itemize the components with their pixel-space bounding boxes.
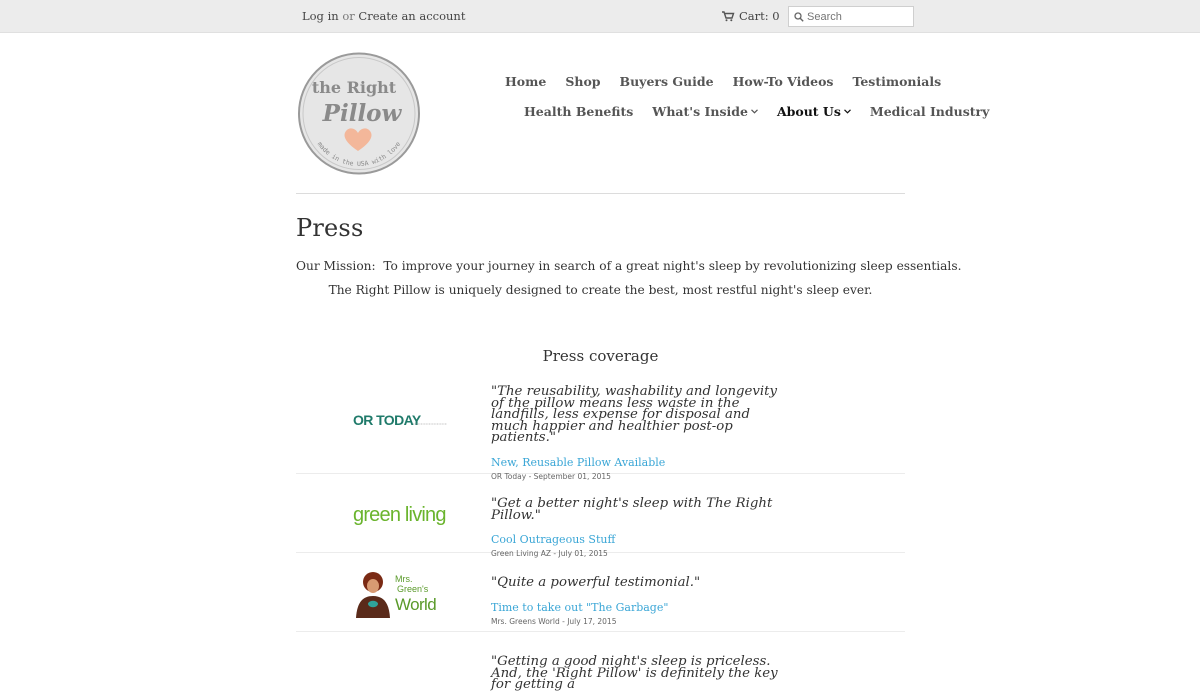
ortoday-logo — [326, 405, 476, 435]
press-article-link[interactable]: Cool Outrageous Stuff — [491, 533, 616, 546]
press-quote: "Quite a powerful testimonial." — [491, 575, 701, 590]
brand-tagline: The Right Pillow is uniquely designed to create the best, most restful night's sleep ever. — [328, 283, 873, 297]
svg-text:green living: green living — [353, 504, 446, 526]
press-meta: Green Living AZ - July 01, 2015 — [491, 549, 608, 558]
press-quote: "Getting a good night's sleep is priceless. And, the 'Right Pillow' is definitely the key for getting a — [491, 654, 778, 692]
page-title: Press — [296, 214, 364, 242]
site-logo[interactable] — [296, 51, 422, 176]
svg-text:made in the USA with love: made in the USA with love — [315, 140, 403, 168]
svg-text:Mrs.: Mrs. — [395, 574, 413, 584]
chevron-down-icon — [844, 109, 851, 114]
svg-text:the Right: the Right — [311, 78, 397, 97]
press-item — [296, 471, 905, 558]
nav-buyers-guide[interactable]: Buyers Guide — [619, 74, 714, 89]
cart-label: Cart: 0 — [739, 9, 780, 23]
svg-text:OR TODAY: OR TODAY — [353, 412, 421, 428]
svg-text:World: World — [395, 595, 437, 614]
mrs-greens-world-logo — [326, 568, 476, 620]
press-item — [296, 632, 905, 692]
press-meta: OR Today - September 01, 2015 — [491, 471, 611, 481]
press-quote: "The reusability, washability and longevity of the pillow means less waste in the landfills, less expense for disposal and much happier and healthier post-op patients." — [491, 384, 778, 445]
main-nav-row-1 — [505, 74, 941, 89]
press-content — [491, 386, 791, 481]
press-article-link[interactable]: New, Reusable Pillow Available — [491, 455, 666, 469]
mission-statement: Our Mission: To improve your journey in search of a great night's sleep by revolutionizing sleep essentials. — [296, 259, 962, 273]
nav-health-benefits[interactable]: Health Benefits — [524, 104, 634, 119]
header-divider — [296, 193, 905, 194]
create-account-link[interactable]: Create an account — [358, 9, 466, 23]
green-living-logo — [326, 498, 476, 528]
nav-testimonials[interactable]: Testimonials — [852, 74, 942, 89]
top-bar — [0, 0, 1200, 33]
nav-about-us[interactable] — [777, 104, 851, 119]
svg-text:Pillow: Pillow — [322, 100, 402, 127]
search-box[interactable] — [788, 6, 914, 27]
search-input[interactable] — [807, 11, 907, 23]
account-links — [302, 9, 465, 23]
main-nav-row-2 — [524, 104, 989, 119]
press-content — [491, 498, 791, 558]
nav-medical-industry[interactable]: Medical Industry — [869, 104, 990, 119]
or-text: or — [342, 9, 355, 23]
svg-text:Green's: Green's — [397, 584, 429, 594]
press-content — [491, 656, 791, 691]
nav-whats-inside[interactable] — [652, 104, 758, 119]
press-content — [491, 577, 791, 626]
nav-how-to-videos[interactable]: How-To Videos — [732, 74, 834, 89]
chevron-down-icon — [751, 109, 758, 114]
nav-about-us-label: About Us — [776, 104, 841, 119]
cart-link[interactable] — [722, 9, 780, 23]
nav-whats-inside-label: What's Inside — [652, 104, 748, 119]
search-icon — [794, 12, 804, 22]
nav-shop[interactable]: Shop — [565, 74, 601, 89]
press-item — [296, 553, 905, 632]
press-coverage-heading: Press coverage — [542, 347, 659, 365]
cart-icon — [722, 11, 734, 22]
press-meta: Mrs. Greens World - July 17, 2015 — [491, 616, 617, 626]
press-quote: "Get a better night's sleep with The Right Pillow." — [491, 496, 773, 523]
nav-home[interactable]: Home — [505, 74, 547, 89]
login-link[interactable]: Log in — [302, 9, 339, 23]
press-article-link[interactable]: Time to take out "The Garbage" — [491, 600, 669, 614]
press-item — [296, 380, 905, 481]
